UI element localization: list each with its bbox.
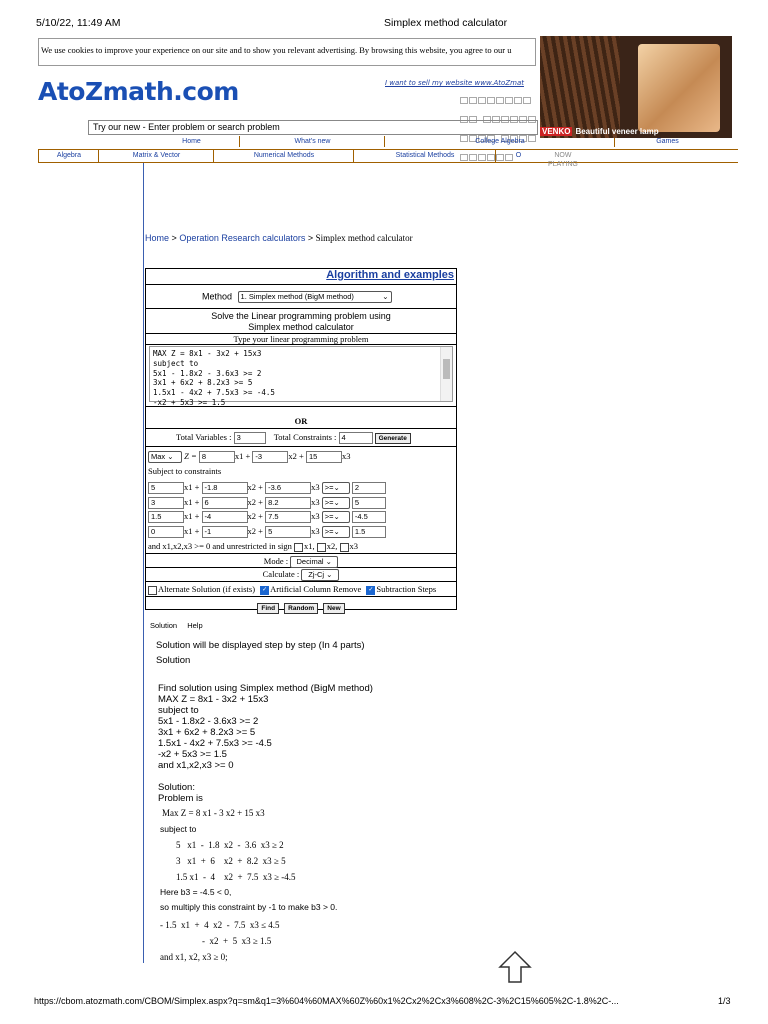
c4-op-select[interactable]: >=⌄ <box>322 526 350 538</box>
options-row <box>146 582 456 597</box>
ad-caption-text: Beautiful veneer lamp <box>575 127 659 136</box>
unres-x1-label: x1, <box>304 541 315 551</box>
action-buttons <box>146 597 456 610</box>
c2-op: >= <box>324 497 334 507</box>
x1-label: x1 + <box>184 482 200 492</box>
x1-label: x1 + <box>234 451 251 461</box>
mode-row <box>146 553 456 568</box>
calculate-value: Zj-Cj <box>308 570 325 580</box>
math-row: - 1.5 x1 + 4 x2 - 7.5 x3 ≤ 4.5 <box>160 920 280 930</box>
calculate-row <box>146 568 456 582</box>
constraint-row <box>148 480 386 495</box>
nav-numerical-methods[interactable]: Numerical Methods <box>213 150 354 162</box>
total-constraints-input[interactable]: 4 <box>339 432 373 444</box>
print-title: Simplex method calculator <box>384 17 508 29</box>
breadcrumb <box>145 233 413 243</box>
or-label: OR <box>146 416 456 429</box>
c3-a2[interactable]: -4 <box>202 511 248 523</box>
solution-label: Solution: <box>158 782 195 793</box>
unres-x2-checkbox[interactable] <box>317 543 326 552</box>
c3-b[interactable]: -4.5 <box>352 511 386 523</box>
mode-select[interactable]: Decimal ⌄ <box>290 556 338 568</box>
heading <box>146 309 456 336</box>
objective-type-select[interactable]: Max ⌄ <box>148 451 182 463</box>
breadcrumb-category[interactable]: Operation Research calculators <box>179 233 306 243</box>
divider <box>146 406 456 407</box>
problem-text: MAX Z = 8x1 - 3x2 + 15x3 subject to 5x1 - 1.8x2 - 3.6x3 >= 2 3x1 + 6x2 + 8.2x3 >= 5 1.5x1 - 4x2 + 7.5x3 >= -4.5 -x2 + 5x3 >= 1.5 <box>153 349 275 407</box>
x2-label: x2 + <box>288 451 304 461</box>
c1-a3[interactable]: -3.6 <box>265 482 311 494</box>
here-text: Here b3 = -4.5 < 0, <box>160 887 232 897</box>
playing-text: PLAYING <box>548 161 578 168</box>
now-playing-label <box>548 151 578 169</box>
artificial-column-checkbox[interactable]: ✓ <box>262 586 268 593</box>
find-button[interactable]: Find <box>257 603 279 614</box>
calculate-select[interactable]: Zj-Cj ⌄ <box>301 569 339 581</box>
unres-x3-label: x3 <box>349 541 359 551</box>
tab-help[interactable]: Help <box>187 621 203 630</box>
nav-games[interactable]: Games <box>614 136 720 147</box>
constraint-row <box>148 495 386 510</box>
subject-to-label: Subject to constraints <box>148 466 222 476</box>
objective-row <box>148 451 350 463</box>
x2-label: x2 + <box>247 511 263 521</box>
x2-label: x2 + <box>247 496 263 507</box>
math-row: - x2 + 5 x3 ≥ 1.5 <box>202 936 272 946</box>
method-row <box>146 285 456 309</box>
nav-operation-research[interactable]: O <box>495 150 541 162</box>
problem-textarea[interactable] <box>149 346 453 407</box>
unres-x2-label: x2, <box>326 541 338 551</box>
nav-home[interactable]: Home <box>182 138 201 145</box>
c3-op-select[interactable]: >=⌄ <box>322 511 350 523</box>
print-page: 1/3 <box>718 996 731 1006</box>
breadcrumb-current: Simplex method calculator <box>315 233 413 243</box>
constraints-grid <box>148 480 386 538</box>
multiply-text: so multiply this constraint by -1 to make b3 > 0. <box>160 902 338 912</box>
and-text: and x1, x2, x3 ≥ 0; <box>160 952 228 962</box>
print-datetime: 5/10/22, 11:49 AM <box>36 17 121 29</box>
x1-label: x1 + <box>184 525 200 536</box>
nonneg-row <box>148 541 358 552</box>
alternate-solution-checkbox[interactable] <box>148 586 157 595</box>
artificial-column-label: Artificial Column Remove <box>270 584 362 594</box>
chevron-down-icon: ⌄ <box>382 292 389 301</box>
type-problem-label: Type your linear programming problem <box>146 333 456 345</box>
site-logo[interactable]: AtoZmath.com <box>38 77 239 106</box>
c4-a3[interactable]: 5 <box>265 526 311 538</box>
problem-line: -x2 + 5x3 >= 1.5 <box>158 749 227 760</box>
total-variables-label: Total Variables : <box>176 432 232 442</box>
main-nav <box>38 149 738 163</box>
method-value: 1. Simplex method (BigM method) <box>240 292 354 301</box>
result-tabs <box>150 621 203 630</box>
c1-a1[interactable]: 5 <box>148 482 184 494</box>
constraint-row <box>148 524 386 539</box>
x3-label: x3 <box>311 482 320 492</box>
total-variables-input[interactable]: 3 <box>234 432 266 444</box>
method-select[interactable] <box>238 291 392 303</box>
solution-find: Find solution using Simplex method (BigM method) <box>158 683 373 694</box>
heading-line2: Simplex method calculator <box>248 322 354 332</box>
nav-algebra[interactable]: Algebra <box>38 150 99 162</box>
x2-label: x2 + <box>247 525 263 536</box>
obj-coef-x2[interactable]: -3 <box>252 451 288 463</box>
c2-op-select[interactable]: >=⌄ <box>322 497 350 509</box>
cookie-banner: We use cookies to improve your experience on our site and to show you relevant advertising. By browsing this website, you agree to our u <box>38 38 536 66</box>
sell-website-link[interactable]: I want to sell my website www.AtoZmat <box>385 79 524 87</box>
c2-a3[interactable]: 8.2 <box>265 497 311 509</box>
heading-line1: Solve the Linear programming problem using <box>211 311 391 321</box>
generate-button[interactable]: Generate <box>375 433 411 444</box>
print-url: https://cbom.atozmath.com/CBOM/Simplex.aspx?q=sm&q1=3%604%60MAX%60Z%60x1%2Cx2%2Cx3%608%2C-3%2C15%605%2C-1.8%2C-... <box>34 996 619 1006</box>
problem-is-label: Problem is <box>158 793 203 804</box>
subtraction-steps-checkbox[interactable]: ✓ <box>368 586 374 593</box>
video-ad[interactable] <box>540 36 732 138</box>
virtual-keyboard-icon[interactable] <box>460 90 540 118</box>
ad-wood-image <box>540 36 620 138</box>
c1-a2[interactable]: -1.8 <box>202 482 248 494</box>
subject-to-text: subject to <box>160 824 197 834</box>
new-button[interactable]: New <box>323 603 344 614</box>
c3-op: >= <box>324 512 334 522</box>
z-label: Z = <box>184 451 197 461</box>
ad-caption <box>540 127 732 136</box>
c3-a1[interactable]: 1.5 <box>148 511 184 523</box>
max-z-math: Max Z = 8 x1 - 3 x2 + 15 x3 <box>162 808 265 818</box>
x1-label: x1 + <box>184 511 200 521</box>
alternate-solution-label: Alternate Solution (if exists) <box>158 584 256 594</box>
constraint-row <box>148 509 386 524</box>
objective-type: Max <box>151 452 166 462</box>
math-row: 1.5 x1 - 4 x2 + 7.5 x3 ≥ -4.5 <box>176 872 296 882</box>
math-row: 3 x1 + 6 x2 + 8.2 x3 ≥ 5 <box>176 856 286 866</box>
c1-op-select[interactable]: >=⌄ <box>322 482 350 494</box>
x3-label: x3 <box>341 451 351 461</box>
problem-line: and x1,x2,x3 >= 0 <box>158 760 234 771</box>
mode-label: Mode : <box>263 556 289 566</box>
scroll-top-arrow-icon[interactable] <box>497 950 533 984</box>
obj-coef-x1[interactable]: 8 <box>199 451 235 463</box>
c4-a1[interactable]: 0 <box>148 526 184 538</box>
mode-value: Decimal <box>296 557 324 567</box>
c2-a2[interactable]: 6 <box>202 497 248 509</box>
x3-label: x3 <box>311 511 320 521</box>
algorithm-link[interactable]: Algorithm and examples <box>146 269 456 285</box>
solution-panel <box>150 637 450 967</box>
problem-line: subject to <box>158 705 199 716</box>
problem-line: MAX Z = 8x1 - 3x2 + 15x3 <box>158 694 269 705</box>
obj-coef-x3[interactable]: 15 <box>306 451 342 463</box>
c4-op: >= <box>324 526 334 536</box>
c1-op: >= <box>324 483 334 493</box>
nav-matrix-vector[interactable]: Matrix & Vector <box>98 150 214 162</box>
c2-a1[interactable]: 3 <box>148 497 184 509</box>
search-input[interactable]: Try our new - Enter problem or search problem <box>88 120 538 135</box>
unres-x1-checkbox[interactable] <box>294 543 303 552</box>
x1-label: x1 + <box>184 496 200 507</box>
solution-heading: Solution <box>156 655 191 666</box>
solution-intro: Solution will be displayed step by step (In 4 parts) <box>156 640 365 651</box>
math-row: 5 x1 - 1.8 x2 - 3.6 x3 ≥ 2 <box>176 840 284 850</box>
total-constraints-label: Total Constraints : <box>273 432 337 442</box>
nav-college-algebra[interactable]: College Algebra <box>384 136 615 147</box>
c3-a3[interactable]: 7.5 <box>265 511 311 523</box>
method-label: Method <box>202 291 233 302</box>
c1-b[interactable]: 2 <box>352 482 386 494</box>
breadcrumb-home[interactable]: Home <box>145 233 170 243</box>
simplex-calculator <box>145 268 457 610</box>
c2-b[interactable]: 5 <box>352 497 386 509</box>
breadcrumb-sep: > <box>171 233 177 243</box>
x3-label: x3 <box>311 496 320 507</box>
ad-lamp-image <box>638 44 720 132</box>
size-row <box>146 429 456 447</box>
breadcrumb-sep: > <box>307 233 314 243</box>
random-button[interactable]: Random <box>284 603 318 614</box>
calculate-label: Calculate : <box>262 569 300 579</box>
now-text: NOW <box>554 152 572 159</box>
tab-solution[interactable]: Solution <box>150 621 178 630</box>
x3-label: x3 <box>311 525 320 536</box>
problem-line: 1.5x1 - 4x2 + 7.5x3 >= -4.5 <box>158 738 272 749</box>
problem-line: 5x1 - 1.8x2 - 3.6x3 >= 2 <box>158 716 259 727</box>
nav-statistical-methods[interactable]: Statistical Methods <box>353 150 496 162</box>
left-divider <box>143 163 144 963</box>
ad-brand: VENKO <box>542 127 571 136</box>
nonneg-label: and x1,x2,x3 >= 0 and unrestricted in sign <box>148 541 292 551</box>
c4-b[interactable]: 1.5 <box>352 526 386 538</box>
c4-a2[interactable]: -1 <box>202 526 248 538</box>
x2-label: x2 + <box>247 482 263 492</box>
textarea-scrollbar[interactable] <box>440 347 452 401</box>
unres-x3-checkbox[interactable] <box>340 543 349 552</box>
nav-whats-new[interactable]: What's new <box>239 136 385 147</box>
problem-line: 3x1 + 6x2 + 8.2x3 >= 5 <box>158 727 256 738</box>
subtraction-steps-label: Subtraction Steps <box>376 584 437 594</box>
